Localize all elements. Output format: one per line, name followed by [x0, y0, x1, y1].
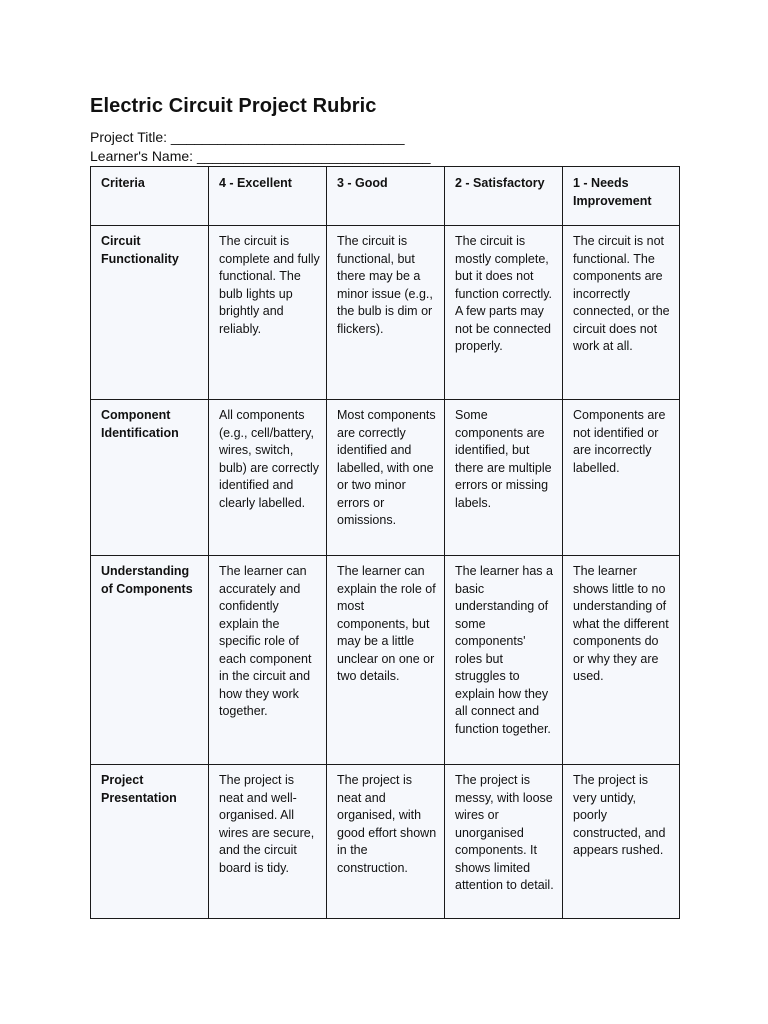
- document-page: [90, 92, 680, 919]
- header-satisfactory: 2 - Satisfactory: [445, 167, 563, 226]
- rubric-cell: Components are not identified or are incorrectly labelled.: [563, 400, 680, 556]
- rubric-cell: The project is very untidy, poorly constructed, and appears rushed.: [563, 765, 680, 919]
- rubric-cell: The project is neat and well-organised. All wires are secure, and the circuit board is tidy.: [209, 765, 327, 919]
- criteria-cell: Circuit Functionality: [91, 226, 209, 400]
- document-title: Electric Circuit Project Rubric: [90, 95, 377, 117]
- header-needs-improvement: 1 - Needs Improvement: [563, 167, 680, 226]
- rubric-cell: The project is messy, with loose wires or unorganised components. It shows limited attention to detail.: [445, 765, 563, 919]
- rubric-cell: Some components are identified, but there are multiple errors or missing labels.: [445, 400, 563, 556]
- rubric-row-component-identification: [91, 400, 680, 556]
- learner-name-field: Learner's Name: ______________________________: [90, 148, 431, 164]
- criteria-cell: Understanding of Components: [91, 556, 209, 765]
- rubric-row-circuit-functionality: [91, 226, 680, 400]
- rubric-cell: The circuit is not functional. The components are incorrectly connected, or the circuit does not work at all.: [563, 226, 680, 400]
- rubric-row-project-presentation: [91, 765, 680, 919]
- rubric-cell: The circuit is functional, but there may be a minor issue (e.g., the bulb is dim or flickers).: [327, 226, 445, 400]
- rubric-cell: The learner has a basic understanding of some components' roles but struggles to explain how they all connect and function together.: [445, 556, 563, 765]
- rubric-row-understanding-of-components: [91, 556, 680, 765]
- rubric-cell: Most components are correctly identified and labelled, with one or two minor errors or omissions.: [327, 400, 445, 556]
- rubric-cell: The circuit is complete and fully functional. The bulb lights up brightly and reliably.: [209, 226, 327, 400]
- header-excellent: 4 - Excellent: [209, 167, 327, 226]
- rubric-cell: All components (e.g., cell/battery, wires, switch, bulb) are correctly identified and clearly labelled.: [209, 400, 327, 556]
- rubric-cell: The learner can accurately and confidently explain the specific role of each component in the circuit and how they work together.: [209, 556, 327, 765]
- rubric-cell: The learner shows little to no understanding of what the different components do or why they are used.: [563, 556, 680, 765]
- project-title-field: Project Title: ______________________________: [90, 129, 405, 145]
- rubric-cell: The project is neat and organised, with good effort shown in the construction.: [327, 765, 445, 919]
- rubric-cell: The circuit is mostly complete, but it does not function correctly. A few parts may not be connected properly.: [445, 226, 563, 400]
- header-good: 3 - Good: [327, 167, 445, 226]
- criteria-cell: Project Presentation: [91, 765, 209, 919]
- rubric-cell: The learner can explain the role of most components, but may be a little unclear on one or two details.: [327, 556, 445, 765]
- header-criteria: Criteria: [91, 167, 209, 226]
- rubric-table: [90, 166, 680, 919]
- criteria-cell: Component Identification: [91, 400, 209, 556]
- rubric-header-row: [91, 167, 680, 226]
